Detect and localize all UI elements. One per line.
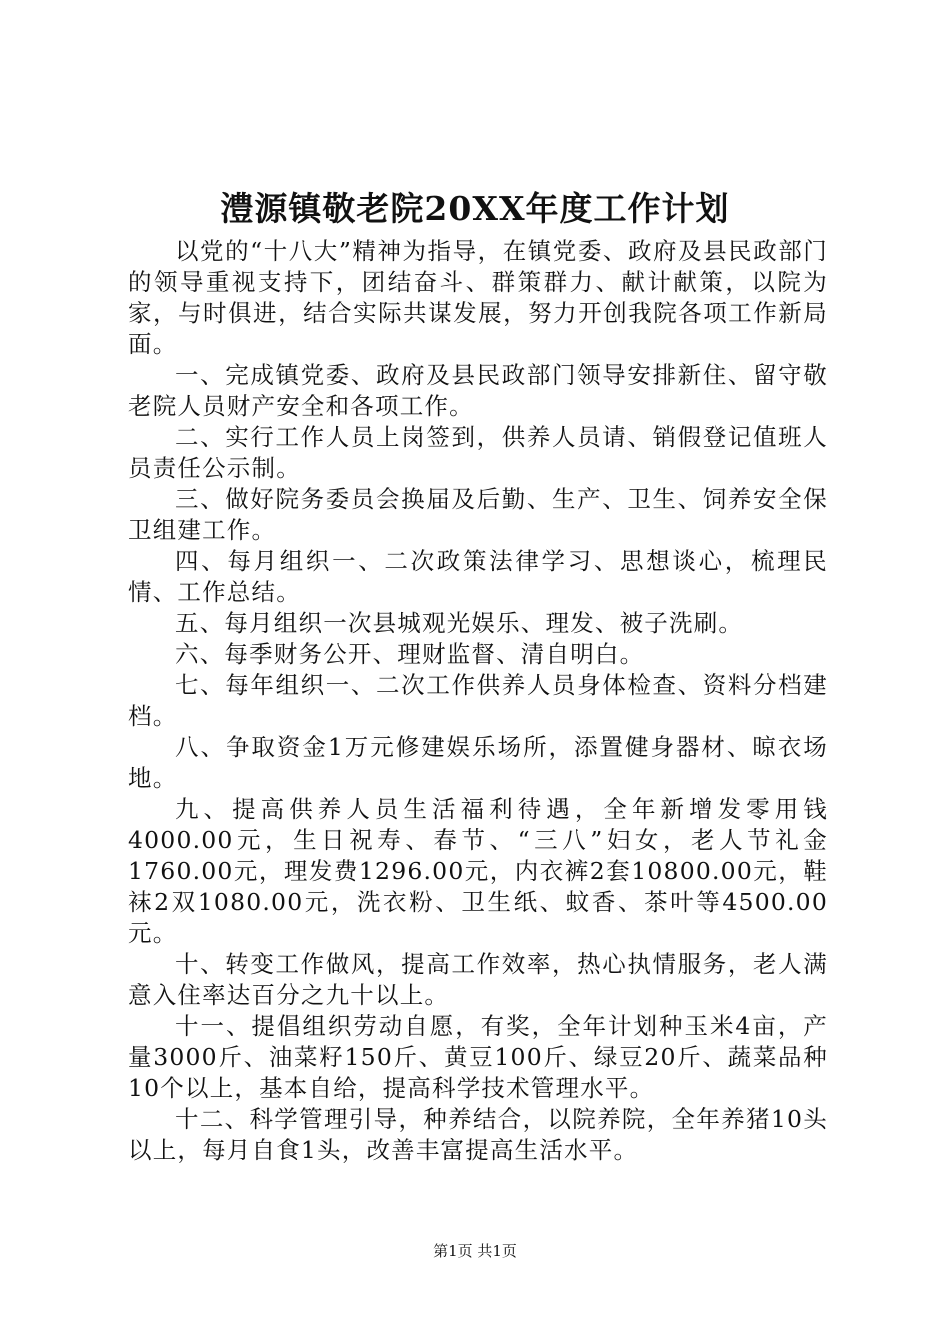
paragraph-item-9: 九、提高供养人员生活福利待遇，全年新增发零用钱4000.00元，生日祝寿、春节、“三八”妇女，老人节礼金1760.00元，理发费1296.00元，内衣裤2套10800.00元，鞋袜2双1080.00元，洗衣粉、卫生纸、蚊香、茶叶等4500.00元。 [128, 795, 828, 947]
document-title: 澧源镇敬老院20XX年度工作计划 [220, 189, 730, 228]
document-body [128, 236, 828, 1166]
paragraph-item-8: 八、争取资金1万元修建娱乐场所，添置健身器材、晾衣场地。 [128, 733, 828, 792]
page-footer: 第1页 共1页 [433, 1242, 517, 1260]
paragraph-item-5: 五、每月组织一次县城观光娱乐、理发、被子洗刷。 [175, 609, 744, 637]
paragraph-item-3: 三、做好院务委员会换届及后勤、生产、卫生、饲养安全保卫组建工作。 [128, 485, 828, 544]
paragraph-item-12: 十二、科学管理引导，种养结合，以院养院，全年养猪10头以上，每月自食1头，改善丰富提高生活水平。 [128, 1105, 828, 1164]
paragraph-item-1: 一、完成镇党委、政府及县民政部门领导安排新住、留守敬老院人员财产安全和各项工作。 [128, 361, 828, 420]
paragraph-item-7: 七、每年组织一、二次工作供养人员身体检查、资料分档建档。 [128, 671, 828, 730]
paragraph-item-6: 六、每季财务公开、理财监督、清自明白。 [175, 640, 645, 668]
paragraph-intro: 以党的“十八大”精神为指导，在镇党委、政府及县民政部门的领导重视支持下，团结奋斗、群策群力、献计献策，以院为家，与时俱进，结合实际共谋发展，努力开创我院各项工作新局面。 [128, 237, 828, 358]
paragraph-item-11: 十一、提倡组织劳动自愿，有奖，全年计划种玉米4亩，产量3000斤、油菜籽150斤、黄豆100斤、绿豆20斤、蔬菜品种10个以上，基本自给，提高科学技术管理水平。 [128, 1012, 828, 1102]
paragraph-item-2: 二、实行工作人员上岗签到，供养人员请、销假登记值班人员责任公示制。 [128, 423, 828, 482]
paragraph-item-10: 十、转变工作做风，提高工作效率，热心执情服务，老人满意入住率达百分之九十以上。 [128, 950, 828, 1009]
paragraph-item-4: 四、每月组织一、二次政策法律学习、思想谈心，梳理民情、工作总结。 [128, 547, 828, 606]
